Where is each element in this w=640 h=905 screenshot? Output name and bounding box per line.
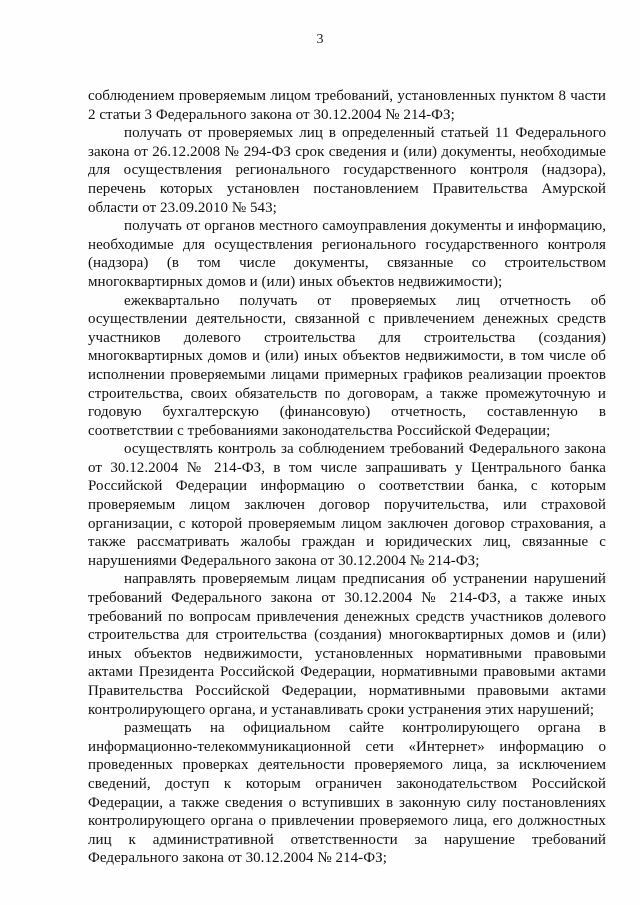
- document-body: [88, 87, 606, 868]
- paragraph-issue-orders: направлять проверяемым лицам предписания об устранении нарушений требований Федерального закона от 30.12.2004 № 214-ФЗ, а также иных требований по вопросам привлечения денежных средств участников долевого строительства для строительства (создания) многоквартирных домов и (или) иных объектов недвижимости, установленных нормативными правовыми актами Президента Российской Федерации, нормативными правовыми актами Правительства Российской Федерации, нормативными правовыми актами контролирующего органа, и устанавливать сроки устранения этих нарушений;: [88, 571, 606, 718]
- paragraph-publish-information: размещать на официальном сайте контролирующего органа в информационно-телекоммуникационной сети «Интернет» информацию о проведенных проверках деятельности проверяемого лица, за исключением сведений, доступ к которым ограничен законодательством Российской Федерации, а также сведения о вступивших в законную силу постановлениях контролирующего органа о привлечении проверяемого лица, его должностных лиц к административной ответственности за нарушение требований Федерального закона от 30.12.2004 № 214-ФЗ;: [88, 720, 606, 867]
- paragraph-control-compliance: осуществлять контроль за соблюдением требований Федерального закона от 30.12.2004 № 214-ФЗ, в том числе запрашивать у Центрального банка Российской Федерации информацию о соответствии банка, с которым проверяемым лицом заключен договор поручительства, или страховой организации, с которой проверяемым лицом заключен договор страхования, а также рассматривать жалобы граждан и юридических лиц, связанные с нарушениями Федерального закона от 30.12.2004 № 214-ФЗ;: [88, 441, 606, 569]
- paragraph-obtain-from-inspected-persons: получать от проверяемых лиц в определенный статьей 11 Федерального закона от 26.12.2008 № 294-ФЗ срок сведения и (или) документы, необходимые для осуществления регионального государственного контроля (надзора), перечень которых установлен постановлением Правительства Амурской области от 23.09.2010 № 543;: [88, 125, 606, 216]
- paragraph-continuation: соблюдением проверяемым лицом требований, установленных пунктом 8 части 2 статьи 3 Федерального закона от 30.12.2004 № 214-ФЗ;: [88, 88, 606, 123]
- paragraph-obtain-from-local-government: получать от органов местного самоуправления документы и информацию, необходимые для осуществления регионального государственного контроля (надзора) (в том числе документы, связанные со строительством многоквартирных домов и (или) иных объектов недвижимости);: [88, 218, 606, 290]
- page-number: 3: [316, 32, 324, 47]
- paragraph-quarterly-reporting: ежеквартально получать от проверяемых лиц отчетность об осуществлении деятельности, связанной с привлечением денежных средств участников долевого строительства для строительства (создания) многоквартирных домов и (или) иных объектов недвижимости, в том числе об исполнении проверяемыми лицами примерных графиков реализации проектов строительства, своих обязательств по договорам, а также промежуточную и годовую бухгалтерскую (финансовую) отчетность, составленную в соответствии с требованиями законодательства Российской Федерации;: [88, 292, 606, 439]
